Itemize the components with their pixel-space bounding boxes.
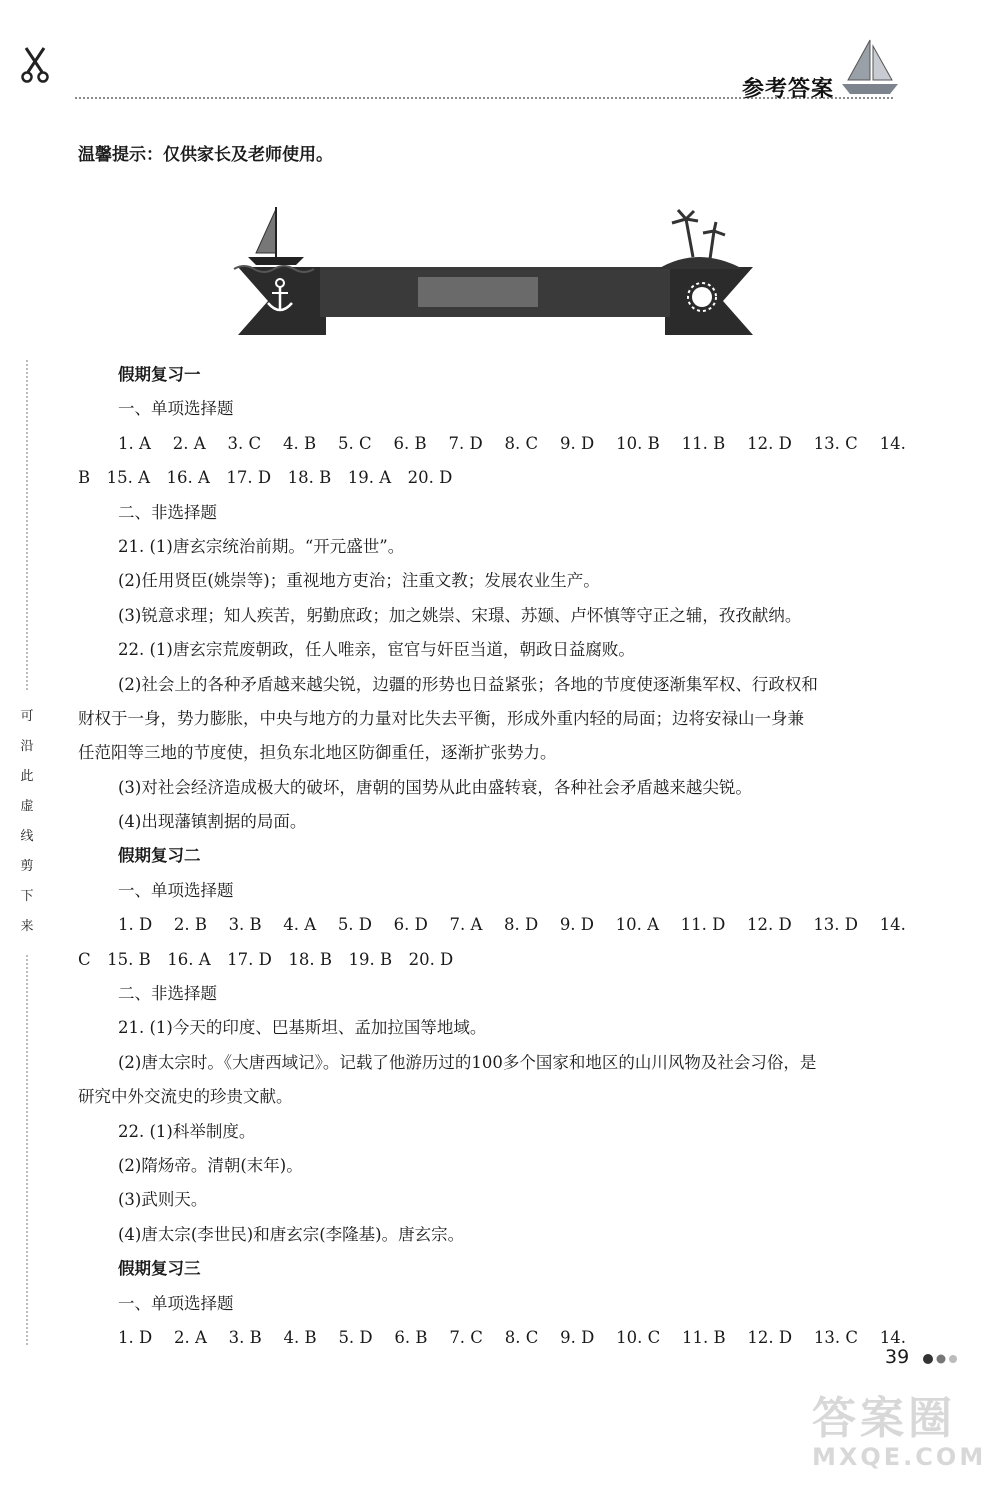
- mc-answer: 8. C: [504, 1327, 539, 1347]
- mc-answer: 9. D: [559, 915, 595, 935]
- answer-line: 任范阳等三地的节度使，担负东北地区防御重任，逐渐扩张势力。: [78, 743, 557, 763]
- mc-answer: 1. D: [118, 915, 153, 935]
- cut-line: [26, 360, 28, 690]
- mc-answer: 14.: [879, 433, 906, 453]
- mc-answer: 1. D: [118, 1327, 153, 1347]
- mc-answer: 5. D: [338, 1327, 373, 1347]
- answer-line: (4)唐太宗(李世民)和唐玄宗(李隆基)。唐玄宗。: [118, 1224, 465, 1244]
- mc-answer: 9. D: [560, 1327, 595, 1347]
- mc-answer: 3. B: [228, 915, 262, 935]
- mc-answer: 10. B: [616, 433, 660, 453]
- mc-heading: 一、单项选择题: [118, 399, 234, 419]
- answer-line: 22. (1)科举制度。: [118, 1121, 256, 1141]
- answer-line: (2)社会上的各种矛盾越来越尖锐，边疆的形势也日益紧张；各地的节度使逐渐集军权、行政权和: [118, 674, 818, 694]
- mc-answer: 2. A: [172, 433, 206, 453]
- sailboat-icon: [234, 207, 314, 272]
- mc-answer: 9. D: [560, 433, 595, 453]
- mc-answer: 2. B: [173, 915, 207, 935]
- answer-line: 财权于一身，势力膨胀，中央与地方的力量对比失去平衡，形成外重内轻的局面；边将安禄山一身兼: [78, 708, 804, 728]
- mc-answer: 5. C: [338, 433, 372, 453]
- cut-note-char: 来: [20, 919, 34, 934]
- mc-answer: 7. A: [449, 915, 483, 935]
- mc-answer: 10. A: [615, 915, 660, 935]
- cut-note-char: 可: [20, 709, 34, 724]
- answer-line: (3)锐意求理；知人疾苦，躬勤庶政；加之姚崇、宋璟、苏颋、卢怀慎等守正之辅，孜孜献纳。: [118, 605, 802, 625]
- sailboat-icon: [840, 36, 900, 98]
- answer-line: 21. (1)唐玄宗统治前期。“开元盛世”。: [118, 536, 405, 556]
- nonmc-heading: 二、非选择题: [118, 984, 217, 1004]
- mc-answer: 3. C: [227, 433, 262, 453]
- scissors-icon: [18, 44, 52, 84]
- mc-answer: 5. D: [337, 915, 373, 935]
- mc-answer: 7. D: [448, 433, 483, 453]
- mc-answer: 11. B: [681, 433, 726, 453]
- mc-answer: 3. B: [228, 1327, 262, 1347]
- cut-line-note: [16, 702, 38, 942]
- mc-answer: 13. D: [813, 915, 859, 935]
- mc-answers-row: [78, 908, 906, 942]
- mc-heading: 一、单项选择题: [118, 1293, 234, 1313]
- watermark-text: 答案圈: [812, 1393, 956, 1444]
- cut-note-char: 下: [20, 889, 34, 904]
- section-title: 假期复习三: [118, 1259, 201, 1279]
- section-title: 假期复习二: [118, 846, 201, 866]
- mc-answer: 12. D: [747, 1327, 793, 1347]
- answer-content: [78, 358, 906, 1355]
- answer-line: (2)隋炀帝。清朝(末年)。: [118, 1155, 303, 1175]
- watermark-text: MXQE.COM: [812, 1443, 987, 1471]
- mc-answer: 13. C: [813, 433, 858, 453]
- mc-answer: 13. C: [813, 1327, 858, 1347]
- mc-answer: 6. D: [393, 915, 428, 935]
- answer-line: 21. (1)今天的印度、巴基斯坦、孟加拉国等地域。: [118, 1018, 487, 1038]
- mc-answer: 14.: [879, 1327, 906, 1347]
- cut-note-char: 此: [20, 769, 34, 784]
- mc-answer: 8. D: [503, 915, 539, 935]
- answer-line: (3)对社会经济造成极大的破坏，唐朝的国势从此由盛转衰，各种社会矛盾越来越尖锐。: [118, 777, 752, 797]
- answer-line: (2)唐太宗时。《大唐西域记》。记载了他游历过的100多个国家和地区的山川风物及社会习俗，是: [118, 1052, 817, 1072]
- mc-answer: 8. C: [504, 433, 539, 453]
- answer-line: 22. (1)唐玄宗荒废朝政，任人唯亲，宦官与奸臣当道，朝政日益腐败。: [118, 640, 635, 660]
- answer-line: (2)任用贤臣(姚崇等)；重视地方吏治；注重文教；发展农业生产。: [118, 571, 600, 591]
- mc-answer: 1. A: [118, 433, 151, 453]
- page-dots-icon: [922, 1352, 962, 1366]
- mc-answers-row: B 15. A 16. A 17. D 18. B 19. A 20. D: [78, 468, 453, 488]
- page-number: 39: [885, 1346, 910, 1368]
- mc-answer: 6. B: [393, 433, 427, 453]
- mc-answer: 14.: [879, 915, 906, 935]
- header-title: 参考答案: [742, 77, 835, 102]
- mc-answer: 6. B: [394, 1327, 428, 1347]
- cut-note-char: 虚: [20, 799, 34, 814]
- mc-answer: 4. B: [283, 433, 317, 453]
- island-icon: [658, 210, 743, 269]
- mc-answer: 7. C: [449, 1327, 483, 1347]
- cut-note-char: 剪: [20, 859, 34, 874]
- mc-answers-row: C 15. B 16. A 17. D 18. B 19. B 20. D: [78, 949, 454, 969]
- usage-notice: 温馨提示：仅供家长及老师使用。: [78, 145, 333, 165]
- section-title: 假期复习一: [118, 365, 201, 384]
- cut-note-char: 线: [20, 829, 34, 844]
- mc-answer: 4. B: [283, 1327, 317, 1347]
- nonmc-heading: 二、非选择题: [118, 502, 217, 522]
- mc-answer: 10. C: [616, 1327, 661, 1347]
- watermark-logo: [812, 1395, 992, 1477]
- mc-answer: 12. D: [747, 433, 792, 453]
- answer-line: (4)出现藩镇割据的局面。: [118, 812, 307, 832]
- answer-line: 研究中外交流史的珍贵文献。: [78, 1087, 293, 1107]
- answer-line: (3)武则天。: [118, 1190, 208, 1210]
- cut-line: [26, 955, 28, 1345]
- mc-answer: 11. B: [681, 1327, 726, 1347]
- cut-note-char: 沿: [20, 739, 34, 754]
- mc-answer: 2. A: [173, 1327, 207, 1347]
- mc-answer: 12. D: [746, 915, 792, 935]
- decorative-banner: [228, 205, 763, 345]
- mc-heading: 一、单项选择题: [118, 880, 234, 900]
- mc-answer: 11. D: [680, 915, 726, 935]
- mc-answer: 4. A: [283, 915, 317, 935]
- mc-answers-row: [78, 1321, 906, 1355]
- mc-answers-row: [78, 427, 906, 461]
